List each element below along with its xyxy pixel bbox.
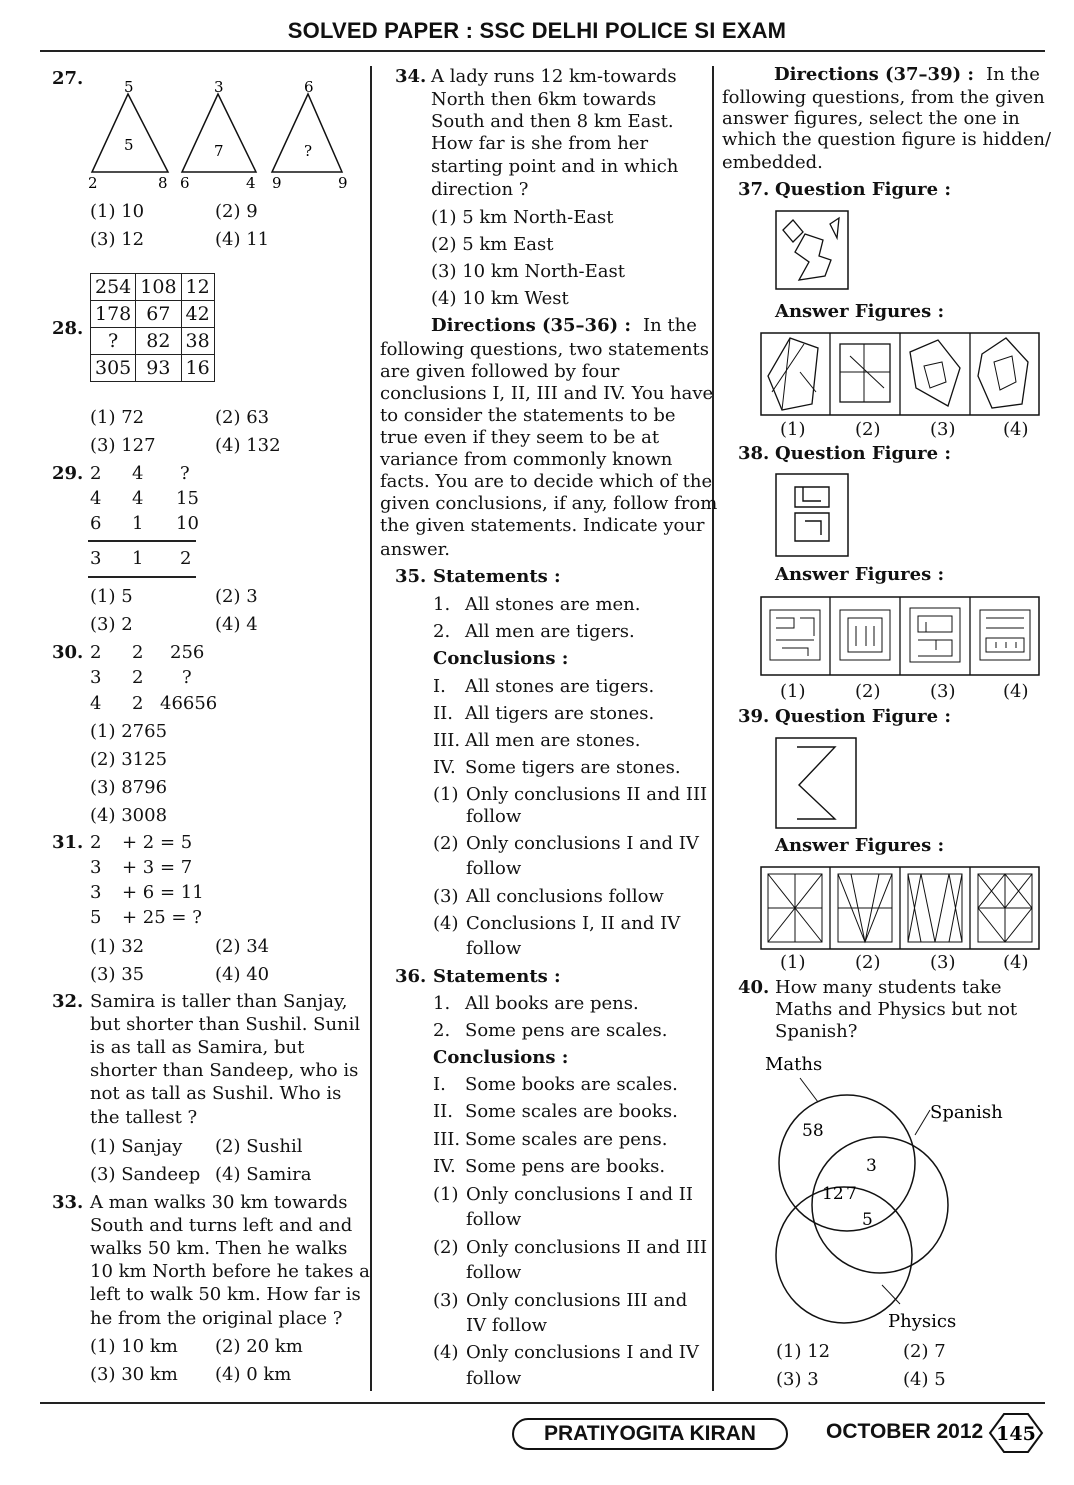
- question-text: but shorter than Sushil. Sunil: [90, 1014, 361, 1035]
- question-number: 35.: [395, 566, 427, 587]
- option: (4) 5: [903, 1369, 946, 1390]
- directions-label: Directions (35–36) :: [431, 315, 632, 336]
- directions-label: Directions (37–39) :: [774, 64, 975, 85]
- question-figure-label: Question Figure :: [775, 706, 952, 727]
- figure-label: (3): [930, 419, 956, 440]
- venn-diagram: [760, 1050, 1040, 1335]
- item-marker: IV.: [433, 1156, 456, 1177]
- conclusion: Some tigers are stones.: [465, 757, 681, 778]
- option: (4) 132: [215, 435, 281, 456]
- question-number: 31.: [52, 832, 84, 853]
- option: (1) 2765: [90, 721, 168, 742]
- option: Only conclusions I and IV: [466, 1342, 699, 1363]
- column-divider: [712, 66, 714, 1391]
- option: (2) Sushil: [215, 1136, 303, 1157]
- venn-value: 58: [802, 1121, 824, 1141]
- conclusions-label: Conclusions :: [433, 1047, 569, 1068]
- option: follow: [466, 806, 522, 827]
- directions-text: following questions, from the given: [722, 87, 1045, 108]
- directions-text: facts. You are to decide which of the: [380, 471, 713, 492]
- question-number: 33.: [52, 1192, 84, 1213]
- directions-text: true even if they seem to be at: [380, 427, 660, 448]
- question-figure-38: [775, 473, 851, 559]
- item-marker: III.: [433, 730, 461, 751]
- conclusion: Some scales are pens.: [465, 1129, 668, 1150]
- option: IV follow: [466, 1315, 548, 1336]
- option: (2) 9: [215, 201, 258, 222]
- item-marker: IV.: [433, 757, 456, 778]
- series-cell: 3: [90, 548, 102, 569]
- option: (3) Sandeep: [90, 1164, 201, 1185]
- answer-figures-label: Answer Figures :: [775, 835, 945, 856]
- directions-text: to consider the statements to be: [380, 405, 676, 426]
- series-cell: 4: [132, 488, 144, 509]
- triangle-2: [180, 78, 256, 192]
- question-text: South and turns left and and: [90, 1215, 353, 1236]
- grid-cell: 12: [181, 274, 214, 301]
- series-cell: 2: [90, 832, 102, 853]
- conclusion: Some pens are books.: [465, 1156, 666, 1177]
- grid-cell: ?: [91, 328, 136, 355]
- triangle-shape: [182, 94, 256, 172]
- question-number: 32.: [52, 991, 84, 1012]
- triangle-center: 5: [124, 136, 134, 154]
- triangle-shape: [272, 94, 342, 172]
- grid-cell: 254: [91, 274, 136, 301]
- directions-text: embedded.: [722, 152, 823, 173]
- option: (2) 63: [215, 407, 270, 428]
- option: (3) 8796: [90, 777, 168, 798]
- option: (1) 5: [90, 586, 133, 607]
- series-cell: 3: [90, 882, 102, 903]
- option: (2) 3125: [90, 749, 168, 770]
- column-divider: [370, 66, 372, 1391]
- figure-label: (3): [930, 681, 956, 702]
- answer-figures-label: Answer Figures :: [775, 564, 945, 585]
- question-text: How far is she from her: [431, 133, 649, 154]
- answer-figures-39: [760, 866, 1042, 952]
- series-cell: 4: [90, 693, 102, 714]
- option: (2) 20 km: [215, 1336, 303, 1357]
- series-cell: 46656: [160, 693, 218, 714]
- grid-cell: 67: [136, 301, 181, 328]
- conclusion: Some books are scales.: [465, 1074, 678, 1095]
- figure-label: (2): [855, 952, 881, 973]
- option: follow: [466, 1209, 522, 1230]
- question-number: 29.: [52, 463, 84, 484]
- option-marker: (2): [433, 1237, 459, 1258]
- item-marker: I.: [433, 1074, 446, 1095]
- directions-text: given conclusions, if any, follow from: [380, 493, 718, 514]
- series-cell: 3: [90, 857, 102, 878]
- grid-cell: 178: [91, 301, 136, 328]
- series-cell: 3: [90, 667, 102, 688]
- triangle-center: 7: [214, 142, 224, 160]
- question-text: Maths and Physics but not: [775, 999, 1018, 1020]
- item-marker: II.: [433, 1101, 453, 1122]
- triangle-center: ?: [304, 142, 313, 160]
- triangle-figures: [80, 72, 360, 194]
- question-text: he from the original place ?: [90, 1308, 343, 1329]
- conclusion: All men are stones.: [465, 730, 641, 751]
- item-marker: 1.: [433, 594, 451, 615]
- figure-label: (4): [1003, 419, 1029, 440]
- footer-date: OCTOBER 2012: [826, 1420, 984, 1443]
- option: (1) 10 km: [90, 1336, 178, 1357]
- question-text: direction ?: [431, 179, 529, 200]
- option: Only conclusions I and IV: [466, 833, 699, 854]
- item-marker: 2.: [433, 621, 451, 642]
- directions-text: In the: [643, 315, 697, 336]
- grid-cell: 16: [181, 355, 214, 382]
- answer-figures-37: [760, 332, 1042, 418]
- venn-value: 5: [862, 1210, 873, 1230]
- page-title: SOLVED PAPER : SSC DELHI POLICE SI EXAM: [287, 18, 787, 43]
- option-marker: (1): [433, 1184, 459, 1205]
- directions-text: answer.: [380, 539, 450, 560]
- triangle-3: [272, 78, 348, 192]
- option-marker: (4): [433, 913, 459, 934]
- statements-label: Statements :: [433, 566, 561, 587]
- series-cell: + 6 = 11: [122, 882, 204, 903]
- directions-text: which the question figure is hidden/: [722, 129, 1052, 150]
- triangle-1: [88, 78, 168, 192]
- option: (1) 72: [90, 407, 145, 428]
- series-cell: 15: [176, 488, 199, 509]
- venn-label: Maths: [765, 1054, 823, 1075]
- question-number: 28.: [52, 318, 84, 339]
- series-cell: 5: [90, 907, 102, 928]
- figure-label: (4): [1003, 681, 1029, 702]
- directions-text: conclusions I, II, III and IV. You have: [380, 383, 714, 404]
- conclusion: All tigers are stones.: [465, 703, 655, 724]
- conclusion: All stones are tigers.: [465, 676, 655, 697]
- question-figure-39: [775, 737, 859, 831]
- question-figure-37: [775, 210, 851, 292]
- venn-label: Physics: [888, 1311, 957, 1332]
- directions-text: answer figures, select the one in: [722, 108, 1020, 129]
- page-number: 145: [996, 1423, 1036, 1445]
- option: follow: [466, 858, 522, 879]
- option: follow: [466, 938, 522, 959]
- series-cell: + 3 = 7: [122, 857, 193, 878]
- option: (1) 12: [776, 1341, 831, 1362]
- option: (2) 7: [903, 1341, 946, 1362]
- question-text: is as tall as Samira, but: [90, 1037, 305, 1058]
- option: (2) 3: [215, 586, 258, 607]
- page-number-badge: [986, 1410, 1046, 1456]
- grid-cell: 305: [91, 355, 136, 382]
- option: follow: [466, 1262, 522, 1283]
- statement: All books are pens.: [465, 993, 639, 1014]
- option-marker: (3): [433, 1290, 459, 1311]
- option: (1) 10: [90, 201, 145, 222]
- header-rule: [40, 50, 1045, 52]
- series-cell: 2: [132, 667, 144, 688]
- question-text: not as tall as Sushil. Who is: [90, 1083, 342, 1104]
- series-cell: + 2 = 5: [122, 832, 193, 853]
- question-text: A lady runs 12 km-towards: [431, 66, 677, 87]
- question-number: 36.: [395, 966, 427, 987]
- item-marker: 1.: [433, 993, 451, 1014]
- option: Only conclusions II and III: [466, 1237, 708, 1258]
- question-number: 40.: [738, 977, 770, 998]
- option: Conclusions I, II and IV: [466, 913, 681, 934]
- answer-figures-38: [760, 596, 1042, 678]
- directions-text: In the: [986, 64, 1040, 85]
- triangle-right: 9: [338, 174, 348, 192]
- question-text: left to walk 50 km. How far is: [90, 1284, 361, 1305]
- directions-text: following questions, two statements: [380, 339, 710, 360]
- series-cell: 2: [90, 463, 102, 484]
- option: (3) 35: [90, 964, 145, 985]
- option: (4) 4: [215, 614, 258, 635]
- series-cell: 2: [180, 548, 192, 569]
- option: (3) 12: [90, 229, 145, 250]
- divider: [88, 576, 196, 578]
- figure-label: (1): [780, 419, 806, 440]
- series-cell: 2: [90, 642, 102, 663]
- question-number: 37.: [738, 179, 770, 200]
- option: (2) 5 km East: [431, 234, 554, 255]
- item-marker: II.: [433, 703, 453, 724]
- grid-cell: 108: [136, 274, 181, 301]
- triangle-left: 6: [180, 174, 190, 192]
- series-cell: 6: [90, 513, 102, 534]
- question-text: A man walks 30 km towards: [90, 1192, 348, 1213]
- grid-cell: 38: [181, 328, 214, 355]
- grid-cell: 42: [181, 301, 214, 328]
- triangle-left: 9: [272, 174, 282, 192]
- option: Only conclusions II and III: [466, 784, 708, 805]
- question-number: 30.: [52, 642, 84, 663]
- item-marker: III.: [433, 1129, 461, 1150]
- option-marker: (1): [433, 784, 459, 805]
- question-text: North then 6km towards: [431, 89, 657, 110]
- series-cell: ?: [180, 463, 190, 484]
- option: (3) 3: [776, 1369, 819, 1390]
- option: (4) Samira: [215, 1164, 312, 1185]
- number-grid: [90, 273, 215, 382]
- statement: Some pens are scales.: [465, 1020, 668, 1041]
- option: (4) 11: [215, 229, 270, 250]
- figure-label: (1): [780, 681, 806, 702]
- triangle-right: 4: [246, 174, 256, 192]
- option-marker: (4): [433, 1342, 459, 1363]
- grid-cell: 93: [136, 355, 181, 382]
- series-cell: ?: [182, 667, 192, 688]
- divider: [88, 540, 196, 542]
- question-number: 39.: [738, 706, 770, 727]
- statements-label: Statements :: [433, 966, 561, 987]
- option: (2) 34: [215, 936, 270, 957]
- item-marker: I.: [433, 676, 446, 697]
- figure-label: (3): [930, 952, 956, 973]
- footer-brand: PRATIYOGITA KIRAN: [512, 1418, 788, 1450]
- figure-label: (1): [780, 952, 806, 973]
- directions-text: are given followed by four: [380, 361, 620, 382]
- footer-rule: [40, 1402, 1045, 1404]
- question-text: Samira is taller than Sanjay,: [90, 991, 348, 1012]
- option: (4) 3008: [90, 805, 168, 826]
- question-text: 10 km North before he takes a: [90, 1261, 370, 1282]
- directions-text: the given statements. Indicate your: [380, 515, 705, 536]
- question-figure-label: Question Figure :: [775, 179, 952, 200]
- triangle-top: 6: [304, 78, 314, 96]
- question-number: 38.: [738, 443, 770, 464]
- option: (4) 0 km: [215, 1364, 292, 1385]
- question-text: starting point and in which: [431, 156, 679, 177]
- option: Only conclusions III and: [466, 1290, 688, 1311]
- venn-value: 7: [846, 1184, 857, 1204]
- option: (4) 40: [215, 964, 270, 985]
- answer-figures-label: Answer Figures :: [775, 301, 945, 322]
- series-cell: + 25 = ?: [122, 907, 202, 928]
- question-text: How many students take: [775, 977, 1002, 998]
- physics-circle: [776, 1187, 912, 1323]
- spanish-circle: [812, 1137, 948, 1273]
- question-text: Spanish?: [775, 1021, 858, 1042]
- option: (1) 32: [90, 936, 145, 957]
- triangle-top: 3: [214, 78, 224, 96]
- option: (1) Sanjay: [90, 1136, 183, 1157]
- question-text: South and then 8 km East.: [431, 111, 674, 132]
- conclusion: Some scales are books.: [465, 1101, 678, 1122]
- triangle-shape: [92, 94, 168, 172]
- figure-label: (2): [855, 681, 881, 702]
- statement: All stones are men.: [465, 594, 641, 615]
- option: follow: [466, 1368, 522, 1389]
- question-text: walks 50 km. Then he walks: [90, 1238, 348, 1259]
- series-cell: 256: [170, 642, 205, 663]
- conclusions-label: Conclusions :: [433, 648, 569, 669]
- question-text: shorter than Sandeep, who is: [90, 1060, 359, 1081]
- grid-cell: 82: [136, 328, 181, 355]
- option-marker: (2): [433, 833, 459, 854]
- venn-label: Spanish: [930, 1102, 1003, 1123]
- option: (1) 5 km North-East: [431, 207, 614, 228]
- venn-value: 12: [822, 1184, 844, 1204]
- series-cell: 1: [132, 548, 144, 569]
- statement: All men are tigers.: [465, 621, 635, 642]
- series-cell: 10: [176, 513, 199, 534]
- figure-label: (4): [1003, 952, 1029, 973]
- triangle-right: 8: [158, 174, 168, 192]
- question-number: 34.: [395, 66, 427, 87]
- option-marker: (3): [433, 886, 459, 907]
- option: All conclusions follow: [466, 886, 664, 907]
- venn-value: 3: [866, 1156, 877, 1176]
- series-cell: 4: [90, 488, 102, 509]
- option: (3) 30 km: [90, 1364, 178, 1385]
- option: (3) 127: [90, 435, 156, 456]
- question-text: the tallest ?: [90, 1107, 198, 1128]
- figure-label: (2): [855, 419, 881, 440]
- option: (3) 2: [90, 614, 133, 635]
- question-number: 27.: [52, 68, 84, 89]
- series-cell: 1: [132, 513, 144, 534]
- triangle-left: 2: [88, 174, 98, 192]
- item-marker: 2.: [433, 1020, 451, 1041]
- series-cell: 4: [132, 463, 144, 484]
- option: (3) 10 km North-East: [431, 261, 625, 282]
- option: (4) 10 km West: [431, 288, 569, 309]
- series-cell: 2: [132, 642, 144, 663]
- question-figure-label: Question Figure :: [775, 443, 952, 464]
- series-cell: 2: [132, 693, 144, 714]
- option: Only conclusions I and II: [466, 1184, 693, 1205]
- directions-text: variance from commonly known: [380, 449, 673, 470]
- triangle-top: 5: [124, 78, 134, 96]
